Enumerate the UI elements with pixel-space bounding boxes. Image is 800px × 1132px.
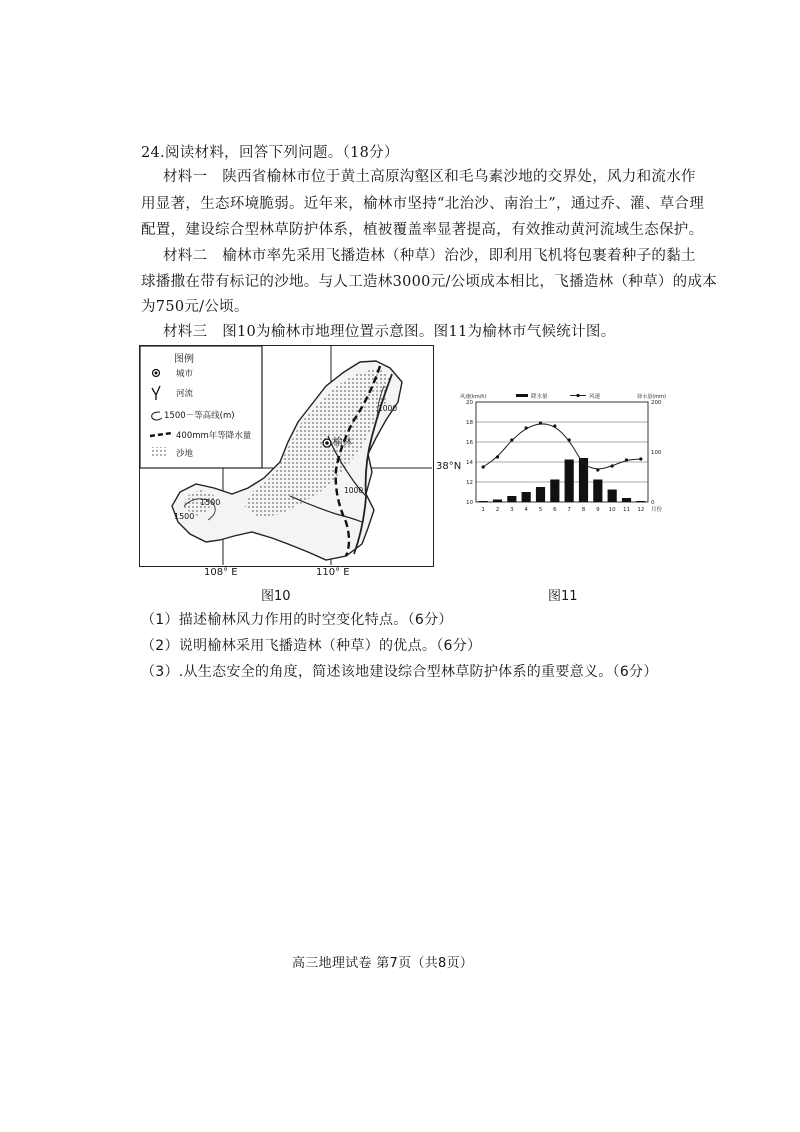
legend-precip-label: 降水量	[531, 394, 548, 400]
material1-line1: 材料一 陕西省榆林市位于黄土高原沟壑区和毛乌素沙地的交界处，风力和流水作	[163, 169, 696, 185]
material2-line3: 为750元/公顷。	[141, 299, 249, 315]
question-title: 24.阅读材料，回答下列问题。（18分）	[141, 145, 399, 161]
wind-point-2	[496, 455, 499, 458]
precip-bar-10	[608, 490, 617, 503]
legend-sand-icon	[150, 447, 166, 456]
legend-isohyet-icon	[150, 433, 172, 436]
right-tick-label-0: 0	[651, 500, 655, 506]
precip-bar-5	[536, 487, 545, 502]
precip-bar-7	[565, 460, 574, 503]
left-tick-label-10: 10	[466, 500, 473, 506]
contour-label-1000-b: 1000	[344, 486, 364, 495]
month-label-5: 5	[538, 507, 543, 513]
material1-line2: 用显著，生态环境脆弱。近年来，榆林市坚持“北治沙、南治土”，通过乔、灌、草合理	[141, 196, 705, 212]
legend-sand-label: 沙地	[176, 449, 194, 459]
wind-point-6	[553, 424, 556, 427]
month-label-8: 8	[581, 507, 586, 513]
yulin-climate-chart	[458, 390, 668, 525]
right-axis-title: 降水量(mm)	[637, 394, 666, 400]
wind-point-10	[611, 464, 614, 467]
legend-isohyet-label: 400mm年等降水量	[176, 431, 252, 441]
sub-question-3: （3）.从生态安全的角度，简述该地建设综合型林草防护体系的重要意义。（6分）	[141, 664, 658, 680]
wind-point-7	[568, 438, 571, 441]
sub-question-1: （1）描述榆林风力作用的时空变化特点。（6分）	[141, 612, 453, 628]
latitude-label: 38°N	[436, 461, 462, 472]
climate-chart-svg	[458, 390, 668, 525]
right-tick-label-100: 100	[651, 450, 662, 456]
figure-10-caption: 图10	[261, 589, 291, 604]
month-label-10: 10	[608, 507, 616, 513]
month-label-12: 12	[637, 507, 645, 513]
wind-point-3	[510, 438, 513, 441]
left-tick-label-20: 20	[466, 400, 473, 406]
month-label-9: 9	[596, 507, 600, 513]
contour-label-1500-b: 1500	[174, 512, 195, 521]
legend-river-icon	[152, 386, 160, 400]
page-footer: 高三地理试卷 第7页（共8页）	[292, 956, 474, 971]
left-tick-label-18: 18	[466, 420, 473, 426]
precip-bar-4	[522, 492, 531, 502]
precip-bar-6	[550, 480, 559, 503]
wind-point-5	[539, 421, 542, 424]
x-axis-label: 月份	[651, 507, 663, 513]
wind-point-12	[639, 457, 642, 460]
month-label-7: 7	[567, 507, 571, 513]
material2-line2: 球播撒在带有标记的沙地。与人工造林3000元/公顷成本相比，飞播造林（种草）的成本	[141, 274, 718, 290]
legend-wind-label: 风速	[589, 394, 601, 400]
material3-line: 材料三 图10为榆林市地理位置示意图。图11为榆林市气候统计图。	[163, 324, 616, 340]
legend-contour-label: 1500－等高线(m)	[164, 411, 235, 421]
left-tick-label-12: 12	[466, 480, 473, 486]
sub-question-2: （2）说明榆林采用飞播造林（种草）的优点。（6分）	[141, 638, 482, 654]
legend-wind-marker	[576, 394, 579, 397]
precip-bar-3	[507, 496, 516, 502]
material1-line3: 配置，建设综合型林草防护体系，植被覆盖率显著提高，有效推动黄河流域生态保护。	[141, 222, 704, 238]
precip-bar-1	[479, 501, 488, 502]
legend-city-label: 城市	[176, 369, 194, 379]
yulin-location-map	[139, 345, 434, 567]
wind-point-8	[582, 463, 585, 466]
month-label-2: 2	[495, 507, 500, 513]
wind-point-1	[482, 465, 485, 468]
legend-contour-icon	[152, 412, 162, 420]
precip-bar-12	[636, 501, 645, 502]
month-label-3: 3	[510, 507, 514, 513]
month-label-6: 6	[553, 507, 557, 513]
wind-point-11	[625, 458, 628, 461]
left-axis-title: 风速(km/h)	[460, 394, 487, 400]
contour-label-1000-a: 1000	[378, 404, 398, 413]
legend-title: 图例	[174, 354, 194, 365]
precip-bar-11	[622, 498, 631, 502]
figure-11-caption: 图11	[548, 589, 578, 604]
month-label-11: 11	[623, 507, 630, 513]
month-label-4: 4	[524, 507, 528, 513]
material2-line1: 材料二 榆林市率先采用飞播造林（种草）治沙，即利用飞机将包裹着种子的黏土	[163, 248, 696, 264]
longitude-label-108: 108° E	[204, 567, 238, 578]
wind-point-9	[596, 468, 599, 471]
left-tick-label-16: 16	[466, 440, 473, 446]
left-tick-label-14: 14	[466, 460, 473, 466]
legend-river-label: 河流	[176, 389, 194, 399]
legend-precip-swatch	[516, 394, 528, 397]
month-label-1: 1	[481, 507, 485, 513]
precip-bar-9	[593, 480, 602, 503]
longitude-label-110: 110° E	[316, 567, 350, 578]
right-tick-label-200: 200	[651, 400, 662, 406]
city-label-yulin: 榆林	[333, 437, 353, 448]
precip-bar-2	[493, 500, 502, 503]
contour-label-1500-a: 1500	[200, 498, 221, 507]
wind-point-4	[525, 426, 528, 429]
